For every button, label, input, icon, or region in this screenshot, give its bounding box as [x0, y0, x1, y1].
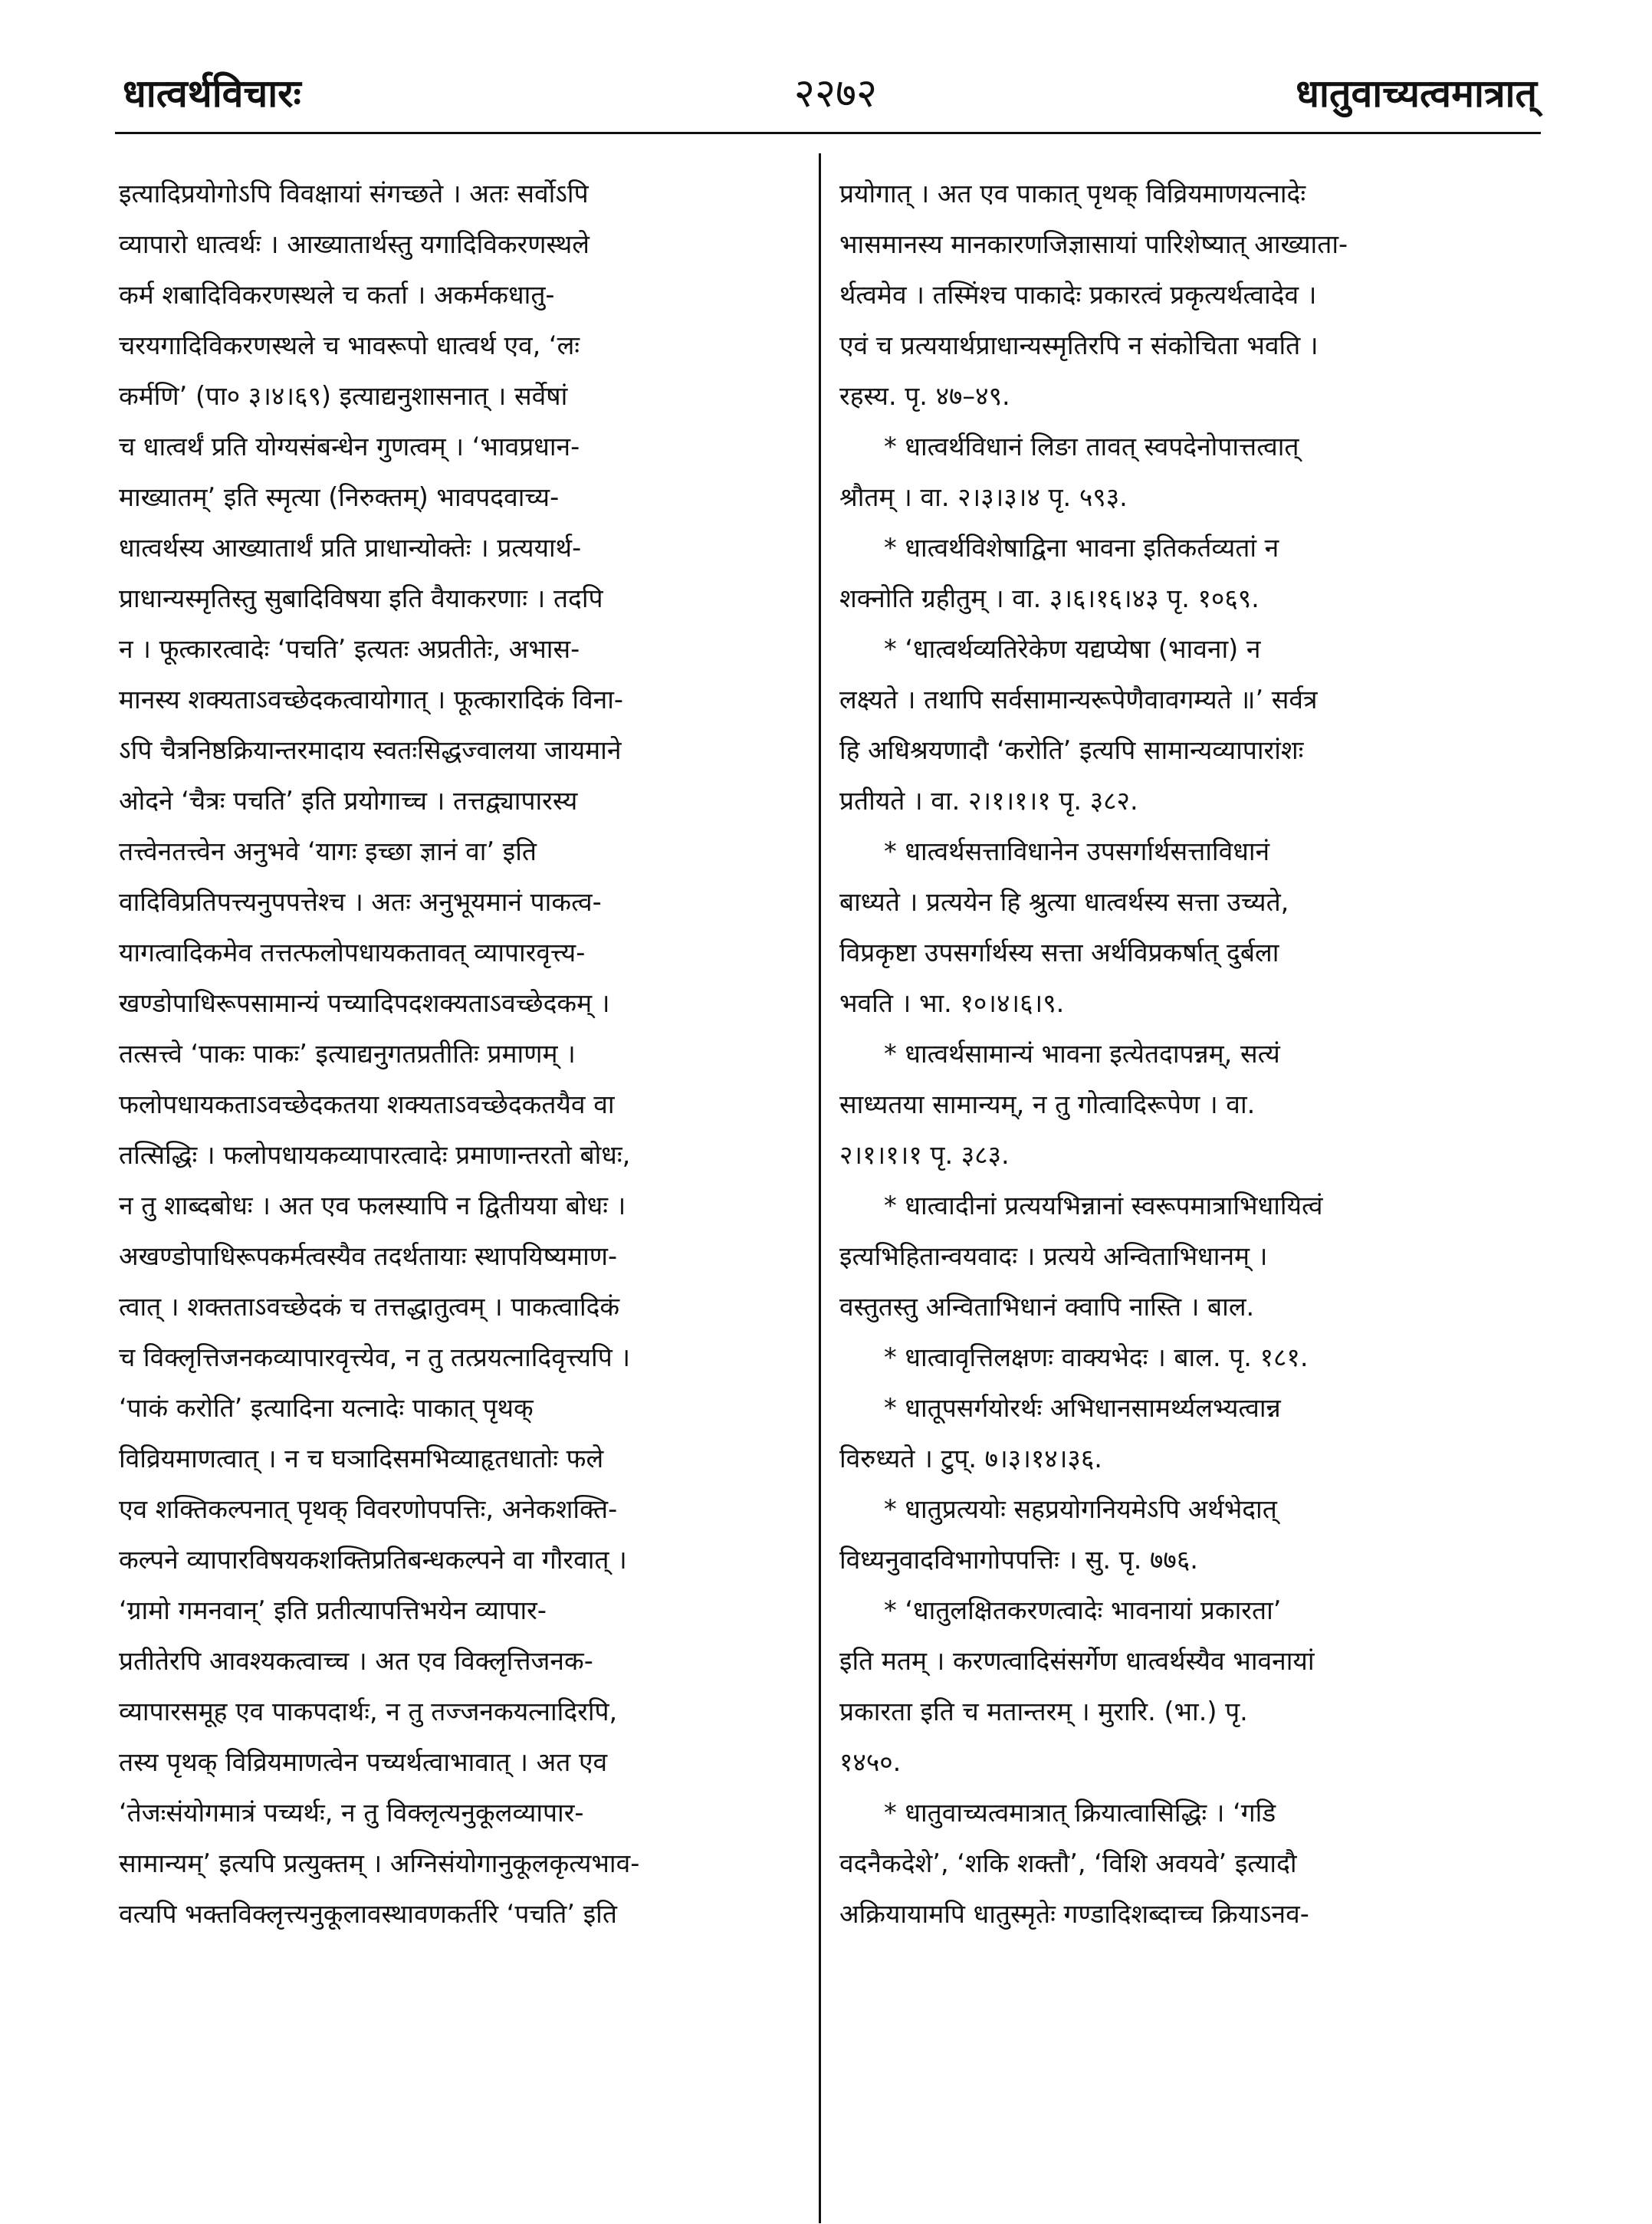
text-line: ‘पाकं करोति’ इत्यादिना यत्नादेः पाकात् पृथक् — [119, 1393, 534, 1423]
text-line: विप्रकृष्टा उपसर्गार्थस्य सत्ता अर्थविप्रकर्षात् दुर्बला — [839, 938, 1279, 967]
text-line: इत्यभिहितान्वयवादः । प्रत्यये अन्विताभिधानम् । — [839, 1241, 1268, 1271]
text-line: लक्ष्यते । तथापि सर्वसामान्यरूपेणैवावगम्यते ॥’ सर्वत्र — [839, 685, 1318, 715]
text-line: त्वात् । शक्तताऽवच्छेदकं च तत्तद्धातुत्वम् । पाकत्वादिकं — [119, 1292, 620, 1322]
text-line: ऽपि चैत्रनिष्ठक्रियान्तरमादाय स्वतःसिद्धज्वालया जायमाने — [119, 735, 622, 765]
text-line: श्रौतम् । वा. २।३।३।४ पृ. ५९३. — [839, 482, 1128, 512]
text-line: १४५०. — [839, 1747, 902, 1777]
entry-start-line: * ‘धात्वर्थव्यतिरेकेण यद्यप्येषा (भावना) न — [884, 634, 1261, 664]
left-column — [119, 169, 797, 1940]
entry-start-line: * धातुप्रत्ययोः सहप्रयोगनियमेऽपि अर्थभेदात् — [884, 1494, 1277, 1524]
text-line: तस्य पृथक् विव्रियमाणत्वेन पच्यर्थत्वाभावात् । अत एव — [119, 1747, 608, 1777]
text-line: बाध्यते । प्रत्ययेन हि श्रुत्या धात्वर्थस्य सत्ता उच्यते, — [839, 887, 1289, 917]
text-line: वस्तुतस्तु अन्विताभिधानं क्वापि नास्ति । बाल. — [839, 1292, 1255, 1322]
text-line: न । फूत्कारत्वादेः ‘पचति’ इत्यतः अप्रतीतेः, अभास- — [119, 634, 580, 664]
text-line: यागत्वादिकमेव तत्तत्फलोपधायकतावत् व्यापारवृत्त्य- — [119, 938, 586, 967]
text-line: च धात्वर्थं प्रति योग्यसंबन्धेन गुणत्वम् । ‘भावप्रधान- — [119, 432, 580, 462]
entry-start-line: * धात्वर्थविधानं लिङा तावत् स्वपदेनोपात्तत्वात् — [884, 432, 1299, 462]
text-line: भासमानस्य मानकारणजिज्ञासायां पारिशेष्यात् आख्याता- — [839, 229, 1348, 259]
entry-start-line: * धात्वर्थविशेषाद्विना भावना इतिकर्तव्यतां न — [884, 533, 1279, 563]
text-line: कर्मणि’ (पा० ३।४।६९) इत्याद्यनुशासनात् । सर्वेषां — [119, 381, 568, 411]
column-divider — [819, 153, 821, 2223]
running-header-right: धातुवाच्यत्वमात्रात् — [1296, 71, 1537, 116]
text-line: २।१।१।१ पृ. ३८३. — [839, 1140, 1010, 1170]
entry-start-line: * ‘धातुलक्षितकरणत्वादेः भावनायां प्रकारता’ — [884, 1595, 1282, 1625]
text-line: माख्यातम्’ इति स्मृत्या (निरुक्तम्) भावपदवाच्य- — [119, 482, 560, 512]
text-line: तत्सिद्धिः । फलोपधायकव्यापारत्वादेः प्रमाणान्तरतो बोधः, — [119, 1140, 631, 1170]
text-line: अखण्डोपाधिरूपकर्मत्वस्यैव तदर्थतायाः स्थापयिष्यमाण- — [119, 1241, 618, 1271]
text-line: र्थत्वमेव । तस्मिंश्च पाकादेः प्रकारत्वं प्रकृत्यर्थत्वादेव । — [839, 280, 1317, 310]
text-line: व्यापारो धात्वर्थः । आख्यातार्थस्तु यगादिविकरणस्थले — [119, 229, 590, 259]
entry-start-line: * धातूपसर्गयोरर्थः अभिधानसामर्थ्यलभ्यत्वान्न — [884, 1393, 1281, 1423]
text-line: च विक्लृत्तिजनकव्यापारवृत्त्येव, न तु तत्प्रयत्नादिवृत्त्यपि । — [119, 1342, 631, 1372]
text-line: भवति । भा. १०।४।६।९. — [839, 988, 1065, 1018]
text-line: धात्वर्थस्य आख्यातार्थं प्रति प्राधान्योक्तेः । प्रत्ययार्थ- — [119, 533, 582, 563]
running-header-left: धात्वर्थविचारः — [123, 71, 301, 116]
text-line: इति मतम् । करणत्वादिसंसर्गेण धात्वर्थस्यैव भावनायां — [839, 1646, 1315, 1676]
text-line: प्राधान्यस्मृतिस्तु सुबादिविषया इति वैयाकरणाः । तदपि — [119, 583, 603, 613]
text-line: न तु शाब्दबोधः । अत एव फलस्यापि न द्वितीयया बोधः । — [119, 1191, 626, 1220]
text-line: व्यापारसमूह एव पाकपदार्थः, न तु तज्जनकयत्नादिरपि, — [119, 1697, 618, 1726]
entry-start-line: * धात्वावृत्तिलक्षणः वाक्यभेदः । बाल. पृ. १८१. — [884, 1342, 1309, 1372]
text-line: विध्यनुवादविभागोपपत्तिः । सु. पृ. ७७६. — [839, 1545, 1198, 1575]
text-line: विव्रियमाणत्वात् । न च घञादिसमभिव्याहृतधातोः फले — [119, 1444, 604, 1473]
text-line: ‘तेजःसंयोगमात्रं पच्यर्थः, न तु विक्लृत्यनुकूलव्यापार- — [119, 1798, 584, 1828]
text-line: ‘ग्रामो गमनवान्’ इति प्रतीत्यापत्तिभयेन व्यापार- — [119, 1595, 547, 1625]
text-line: प्रकारता इति च मतान्तरम् । मुरारि. (भा.) पृ. — [839, 1697, 1248, 1726]
text-line: हि अधिश्रयणादौ ‘करोति’ इत्यपि सामान्यव्यापारांशः — [839, 735, 1304, 765]
text-line: सामान्यम्’ इत्यपि प्रत्युक्तम् । अग्निसंयोगानुकूलकृत्यभाव- — [119, 1848, 640, 1878]
text-line: कल्पने व्यापारविषयकशक्तिप्रतिबन्धकल्पने वा गौरवात् । — [119, 1545, 627, 1575]
text-line: तत्सत्त्वे ‘पाकः पाकः’ इत्याद्यनुगतप्रतीतिः प्रमाणम् । — [119, 1039, 576, 1069]
text-line: रहस्य. पृ. ४७–४९. — [839, 381, 1010, 411]
page-number: २२७२ — [793, 71, 878, 117]
right-column — [839, 169, 1514, 1940]
text-line: प्रतीतेरपि आवश्यकत्वाच्च । अत एव विक्लृत्तिजनक- — [119, 1646, 593, 1676]
text-line: प्रयोगात् । अत एव पाकात् पृथक् विव्रियमाणयत्नादेः — [839, 179, 1306, 209]
text-line: शक्नोति ग्रहीतुम् । वा. ३।६।१६।४३ पृ. १०६९. — [839, 583, 1260, 613]
header-rule — [115, 132, 1541, 134]
entry-start-line: * धात्वादीनां प्रत्ययभिन्नानां स्वरूपमात्राभिधायित्वं — [884, 1191, 1323, 1220]
text-line: वदनैकदेशे’, ‘शकि शक्तौ’, ‘विशि अवयवे’ इत्यादौ — [839, 1848, 1297, 1878]
text-line: एवं च प्रत्ययार्थप्राधान्यस्मृतिरपि न संकोचिता भवति । — [839, 330, 1319, 360]
text-line: इत्यादिप्रयोगोऽपि विवक्षायां संगच्छते । अतः सर्वोऽपि — [119, 179, 589, 209]
text-line: चरयगादिविकरणस्थले च भावरूपो धात्वर्थ एव, ‘लः — [119, 330, 580, 360]
entry-start-line: * धातुवाच्यत्वमात्रात् क्रियात्वासिद्धिः । ‘गडि — [884, 1798, 1276, 1828]
text-line: प्रतीयते । वा. २।१।१।१ पृ. ३८२. — [839, 786, 1138, 816]
text-line: वादिविप्रतिपत्त्यनुपपत्तेश्च । अतः अनुभूयमानं पाकत्व- — [119, 887, 602, 917]
entry-start-line: * धात्वर्थसत्ताविधानेन उपसर्गार्थसत्ताविधानं — [884, 836, 1270, 866]
text-line: साध्यतया सामान्यम्, न तु गोत्वादिरूपेण । वा. — [839, 1089, 1256, 1119]
entry-start-line: * धात्वर्थसामान्यं भावना इत्येतदापन्नम्, सत्यं — [884, 1039, 1280, 1069]
text-line: ओदने ‘चैत्रः पचति’ इति प्रयोगाच्च । तत्तद्व्यापारस्य — [119, 786, 578, 816]
text-line: तत्त्वेनतत्त्वेन अनुभवे ‘यागः इच्छा ज्ञानं वा’ इति — [119, 836, 537, 866]
text-line: अक्रियायामपि धातुस्मृतेः गण्डादिशब्दाच्च क्रियाऽनव- — [839, 1899, 1309, 1929]
text-line: मानस्य शक्यताऽवच्छेदकत्वायोगात् । फूत्कारादिकं विना- — [119, 685, 623, 715]
text-line: खण्डोपाधिरूपसामान्यं पच्यादिपदशक्यताऽवच्छेदकम् । — [119, 988, 610, 1018]
text-line: वत्यपि भक्तविक्लृत्त्यनुकूलावस्थावणकर्तरि ‘पचति’ इति — [119, 1899, 617, 1929]
text-line: कर्म शबादिविकरणस्थले च कर्ता । अकर्मकधातु- — [119, 280, 555, 310]
text-line: एव शक्तिकल्पनात् पृथक् विवरणोपपत्तिः, अनेकशक्ति- — [119, 1494, 618, 1524]
text-line: विरुध्यते । टुप्. ७।३।१४।३६. — [839, 1444, 1102, 1473]
text-line: फलोपधायकताऽवच्छेदकतया शक्यताऽवच्छेदकतयैव वा — [119, 1089, 615, 1119]
